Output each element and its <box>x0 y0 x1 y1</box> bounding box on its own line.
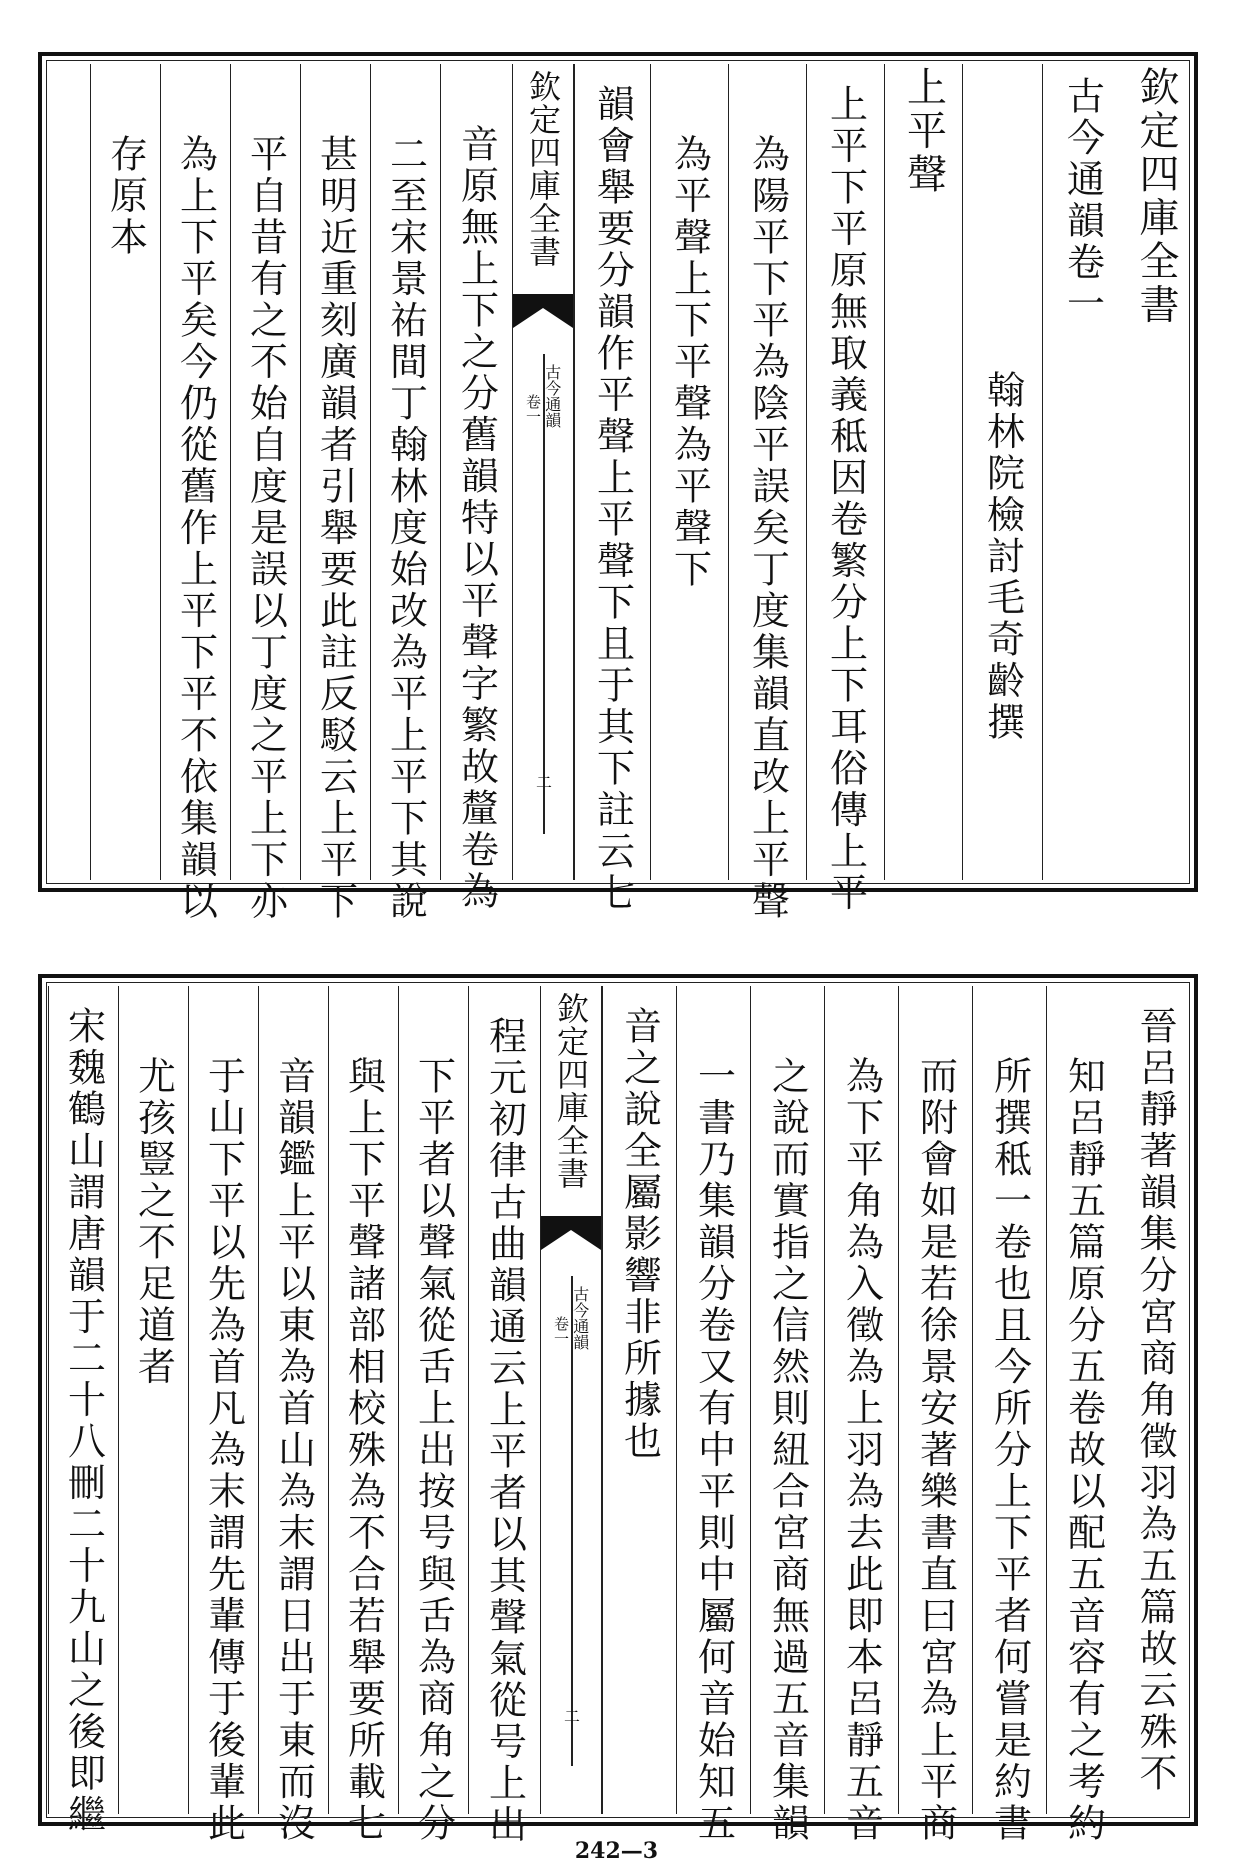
text-column <box>728 64 806 923</box>
fish-tail-mark-icon <box>541 1216 601 1276</box>
fold-volume: 卷一 <box>524 394 542 424</box>
text-column <box>750 986 824 1845</box>
fold-book-name: 古今通韻 <box>570 1286 590 1350</box>
running-header-column <box>1122 64 1190 880</box>
text-line: 二至宋景祐間丁翰林度始改為平上平下其說 <box>383 134 428 923</box>
text-column <box>972 986 1046 1845</box>
text-column <box>806 64 884 914</box>
text-line: 為陽平下平為陰平誤矣丁度集韻直改上平聲 <box>745 134 790 923</box>
fold-volume: 卷一 <box>552 1316 570 1346</box>
text-column <box>370 64 440 923</box>
section-heading: 上平聲 <box>900 66 947 197</box>
fold-page-number: 二 <box>533 774 553 790</box>
text-column <box>48 986 118 1836</box>
text-line: 之說而實指之信然則紐合宮商無過五音集韻 <box>765 1056 810 1845</box>
text-line: 晉呂靜著韻集分宮商角徵羽為五篇故云殊不 <box>1133 1006 1177 1795</box>
text-column <box>188 986 258 1845</box>
text-column <box>258 986 328 1845</box>
text-line: 知呂靜五篇原分五卷故以配五音容有之考約 <box>1061 1056 1106 1845</box>
text-line: 而附會如是若徐景安著樂書直曰宮為上平商 <box>913 1056 958 1845</box>
center-fold-strip <box>540 986 602 1814</box>
text-line: 于山下平以先為首凡為末謂先輩傳于後輩此 <box>201 1056 246 1845</box>
text-line: 所撰秪一卷也且今所分上下平者何嘗是約書 <box>987 1056 1032 1845</box>
fish-tail-mark-icon <box>513 294 573 354</box>
text-column <box>328 986 398 1845</box>
running-header: 欽定四庫全書 <box>1133 66 1179 327</box>
text-line: 下平者以聲氣從舌上出按号與舌為商角之分 <box>411 1056 456 1845</box>
text-line: 程元初律古曲韻通云上平者以其聲氣從号上出 <box>482 1016 527 1846</box>
section-column <box>884 64 962 880</box>
text-column <box>468 986 540 1846</box>
text-column <box>1120 986 1190 1814</box>
text-line: 韻會舉要分韻作平聲上平聲下且于其下註云七 <box>590 84 635 914</box>
book-title: 古今通韻卷一 <box>1060 76 1105 325</box>
text-column <box>574 64 650 914</box>
fold-book-name: 古今通韻 <box>542 364 562 428</box>
text-column <box>1046 986 1120 1845</box>
center-fold-strip <box>512 64 574 880</box>
fold-title: 欽定四庫全書 <box>524 70 562 268</box>
text-column <box>898 986 972 1845</box>
text-column <box>602 986 676 1814</box>
text-line: 與上下平聲諸部相校殊為不合若舉要所載七 <box>341 1056 386 1845</box>
text-line: 音之說全屬影響非所據也 <box>617 1006 662 1463</box>
fold-title-box <box>513 64 573 295</box>
text-column <box>824 986 898 1845</box>
author-column <box>962 64 1042 880</box>
text-line: 平自昔有之不始自度是誤以丁度之平上下亦 <box>243 134 288 923</box>
text-line: 音原無上下之分舊韻特以平聲字繁故釐卷為 <box>454 124 499 913</box>
text-line: 為上下平矣今仍從舊作上平下平不依集韻以 <box>173 134 218 923</box>
title-column <box>1042 64 1122 880</box>
text-column <box>650 64 728 880</box>
text-column <box>300 64 370 923</box>
text-column <box>118 986 188 1814</box>
text-line: 宋魏鶴山謂唐韻于二十八刪二十九山之後即繼 <box>61 1006 106 1836</box>
text-column <box>398 986 468 1845</box>
text-line: 一書乃集韻分卷又有中平則中屬何音始知五 <box>691 1056 736 1845</box>
text-line: 音韻鑑上平以東為首山為末謂日出于東而沒 <box>271 1056 316 1845</box>
text-column <box>160 64 230 923</box>
text-column <box>440 64 512 913</box>
text-line: 為平聲上下平聲為平聲下 <box>667 134 712 591</box>
text-line: 甚明近重刻廣韻者引舉要此註反駁云上平下 <box>313 134 358 923</box>
text-line: 上平下平原無取義秪因卷繁分上下耳俗傳上平 <box>823 84 868 914</box>
fold-title-box <box>541 986 601 1217</box>
text-column <box>230 64 300 923</box>
text-line: 尤孩豎之不足道者 <box>131 1056 176 1388</box>
page-number-footer: 242—3 <box>574 1838 659 1864</box>
text-line: 存原本 <box>103 134 148 259</box>
bottom-page-frame <box>38 974 1198 1846</box>
text-column <box>90 64 160 880</box>
text-column <box>676 986 750 1845</box>
fold-page-number: 二 <box>561 1708 581 1724</box>
author-line: 翰林院檢討毛奇齡撰 <box>980 370 1025 744</box>
text-line: 為下平角為入徵為上羽為去此即本呂靜五音 <box>839 1056 884 1845</box>
fold-title: 欽定四庫全書 <box>552 992 590 1190</box>
top-page-frame <box>38 52 1198 923</box>
